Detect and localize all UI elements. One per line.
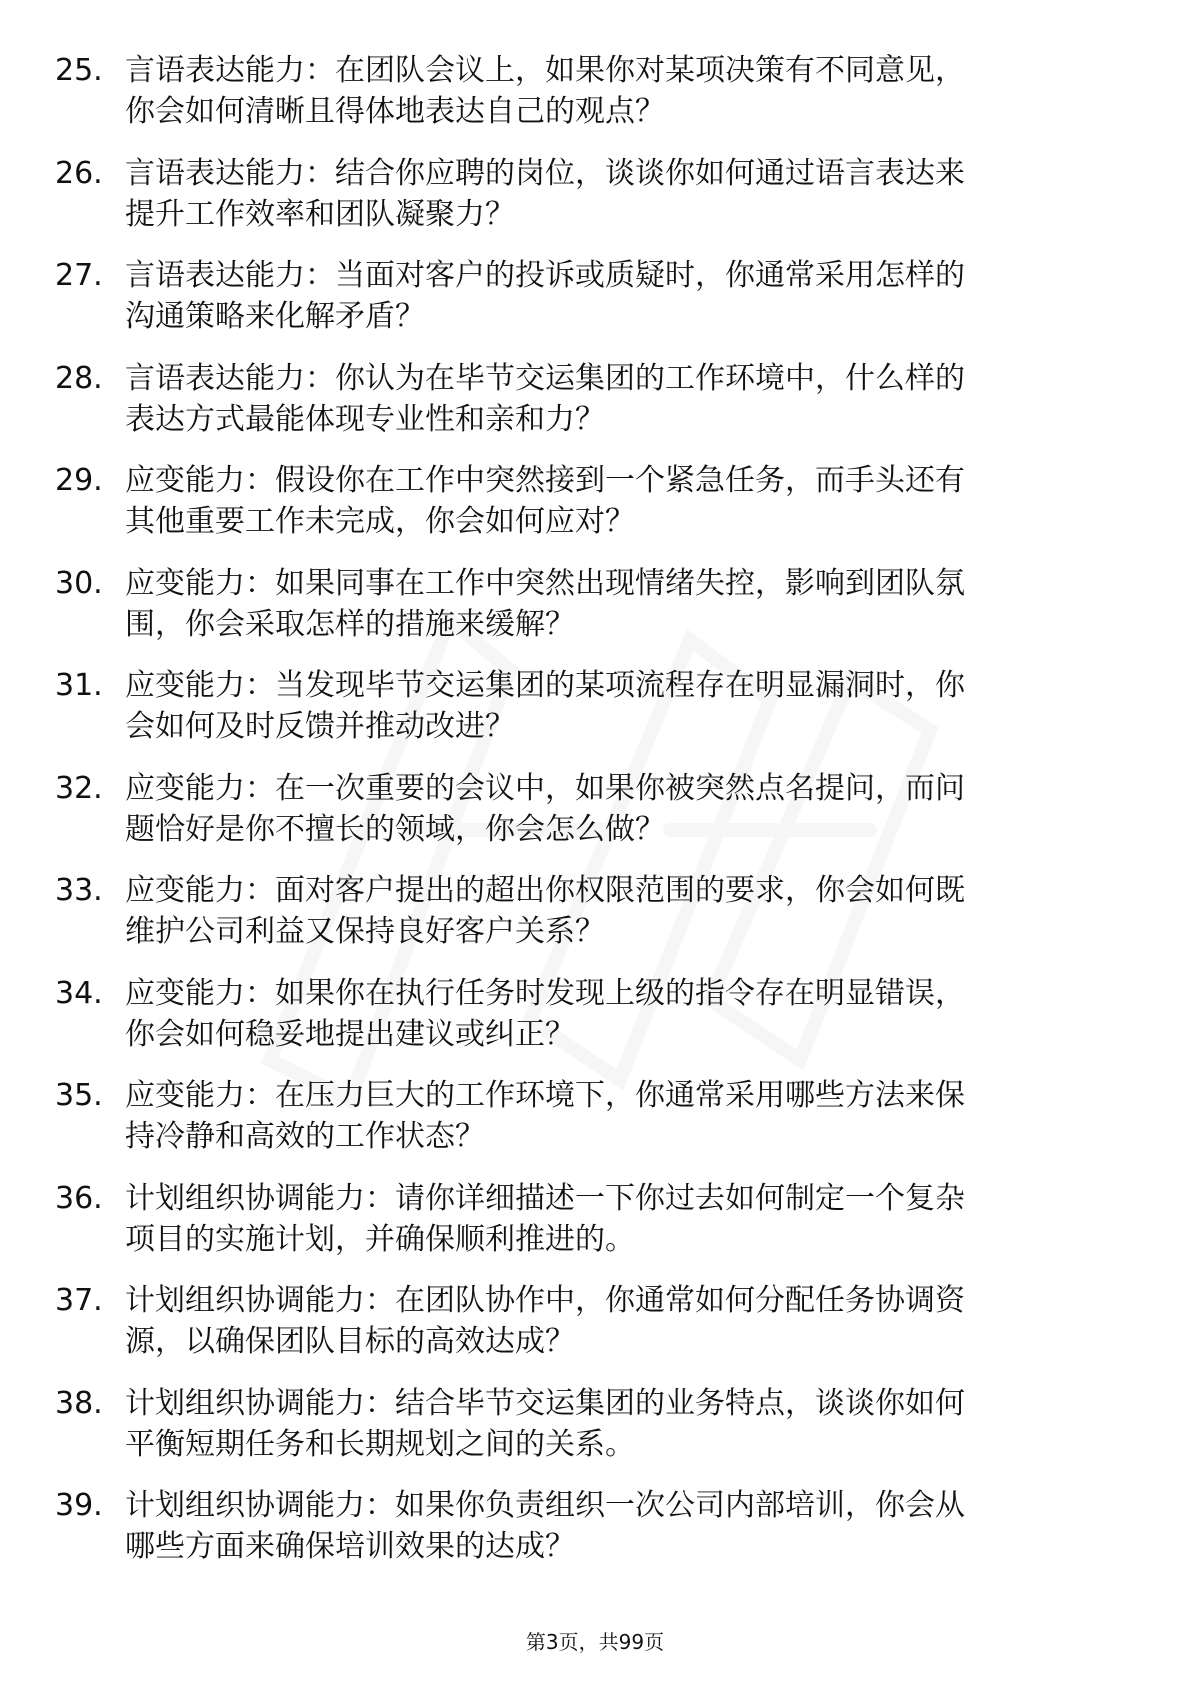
question-line: 会如何及时反馈并推动改进？ xyxy=(125,709,515,744)
question-text xyxy=(125,665,1165,747)
question-line: 计划组织协调能力：在团队协作中，你通常如何分配任务协调资 xyxy=(125,1283,965,1318)
question-line: 言语表达能力：在团队会议上，如果你对某项决策有不同意见， xyxy=(125,53,965,88)
question-item-38 xyxy=(55,1383,1135,1486)
question-item-39 xyxy=(55,1485,1135,1588)
question-number: 30. xyxy=(55,565,103,601)
question-number: 36. xyxy=(55,1180,103,1216)
question-item-37 xyxy=(55,1280,1135,1383)
question-line: 计划组织协调能力：请你详细描述一下你过去如何制定一个复杂 xyxy=(125,1180,965,1216)
question-text xyxy=(125,973,1165,1055)
question-line: 哪些方面来确保培训效果的达成？ xyxy=(125,1529,575,1564)
question-line: 你会如何清晰且得体地表达自己的观点？ xyxy=(125,94,665,129)
question-number: 38. xyxy=(55,1385,103,1421)
question-text xyxy=(125,1485,1165,1567)
question-item-33 xyxy=(55,870,1135,973)
question-text xyxy=(125,870,1165,952)
question-text xyxy=(125,50,1165,132)
question-line: 维护公司利益又保持良好客户关系？ xyxy=(125,914,605,949)
question-text xyxy=(125,358,1165,440)
question-text xyxy=(125,1383,1165,1465)
question-line: 应变能力：如果你在执行任务时发现上级的指令存在明显错误， xyxy=(125,975,965,1011)
question-line: 言语表达能力：当面对客户的投诉或质疑时，你通常采用怎样的 xyxy=(125,258,965,293)
question-number: 27. xyxy=(55,258,103,293)
question-item-31 xyxy=(55,665,1135,768)
question-line: 平衡短期任务和长期规划之间的关系。 xyxy=(125,1426,635,1462)
question-line: 项目的实施计划，并确保顺利推进的。 xyxy=(125,1221,635,1257)
question-number: 25. xyxy=(55,53,103,88)
question-number: 28. xyxy=(55,360,103,396)
question-number: 39. xyxy=(55,1488,103,1523)
question-text xyxy=(125,255,1165,337)
question-line: 其他重要工作未完成，你会如何应对？ xyxy=(125,504,635,539)
question-line: 持冷静和高效的工作状态？ xyxy=(125,1119,485,1154)
question-item-28 xyxy=(55,358,1135,461)
question-line: 表达方式最能体现专业性和亲和力？ xyxy=(125,401,605,437)
question-item-35 xyxy=(55,1075,1135,1178)
question-number: 32. xyxy=(55,770,103,806)
question-line: 提升工作效率和团队凝聚力？ xyxy=(125,196,515,232)
question-item-34 xyxy=(55,973,1135,1076)
question-number: 35. xyxy=(55,1078,103,1113)
question-item-25 xyxy=(55,50,1135,153)
question-text xyxy=(125,1178,1165,1260)
question-line: 沟通策略来化解矛盾？ xyxy=(125,299,425,334)
question-line: 题恰好是你不擅长的领域，你会怎么做？ xyxy=(125,811,665,847)
question-text xyxy=(125,1075,1165,1157)
question-line: 围，你会采取怎样的措施来缓解？ xyxy=(125,606,575,642)
question-line: 言语表达能力：结合你应聘的岗位，谈谈你如何通过语言表达来 xyxy=(125,155,965,191)
question-text xyxy=(125,768,1165,850)
question-number: 29. xyxy=(55,463,103,498)
question-line: 应变能力：面对客户提出的超出你权限范围的要求，你会如何既 xyxy=(125,873,965,908)
question-text xyxy=(125,563,1165,645)
page-indicator: 第3页，共99页 xyxy=(525,1630,665,1654)
question-number: 34. xyxy=(55,975,103,1011)
question-item-29 xyxy=(55,460,1135,563)
question-text xyxy=(125,153,1165,235)
question-line: 言语表达能力：你认为在毕节交运集团的工作环境中，什么样的 xyxy=(125,360,965,396)
question-item-30 xyxy=(55,563,1135,666)
question-line: 应变能力：当发现毕节交运集团的某项流程存在明显漏洞时，你 xyxy=(125,668,965,703)
question-line: 应变能力：如果同事在工作中突然出现情绪失控，影响到团队氛 xyxy=(125,565,965,601)
question-line: 源，以确保团队目标的高效达成？ xyxy=(125,1324,575,1359)
question-item-36 xyxy=(55,1178,1135,1281)
question-line: 应变能力：在一次重要的会议中，如果你被突然点名提问，而问 xyxy=(125,770,965,806)
question-item-26 xyxy=(55,153,1135,256)
question-line: 你会如何稳妥地提出建议或纠正？ xyxy=(125,1016,575,1052)
question-line: 应变能力：在压力巨大的工作环境下，你通常采用哪些方法来保 xyxy=(125,1078,965,1113)
question-list xyxy=(55,50,1135,1588)
question-number: 26. xyxy=(55,155,103,191)
question-item-32 xyxy=(55,768,1135,871)
question-line: 应变能力：假设你在工作中突然接到一个紧急任务，而手头还有 xyxy=(125,463,965,498)
question-line: 计划组织协调能力：结合毕节交运集团的业务特点，谈谈你如何 xyxy=(125,1385,965,1421)
question-number: 37. xyxy=(55,1283,103,1318)
question-text xyxy=(125,460,1165,542)
question-number: 33. xyxy=(55,873,103,908)
question-item-27 xyxy=(55,255,1135,358)
question-text xyxy=(125,1280,1165,1362)
question-number: 31. xyxy=(55,668,103,703)
question-line: 计划组织协调能力：如果你负责组织一次公司内部培训，你会从 xyxy=(125,1488,965,1523)
